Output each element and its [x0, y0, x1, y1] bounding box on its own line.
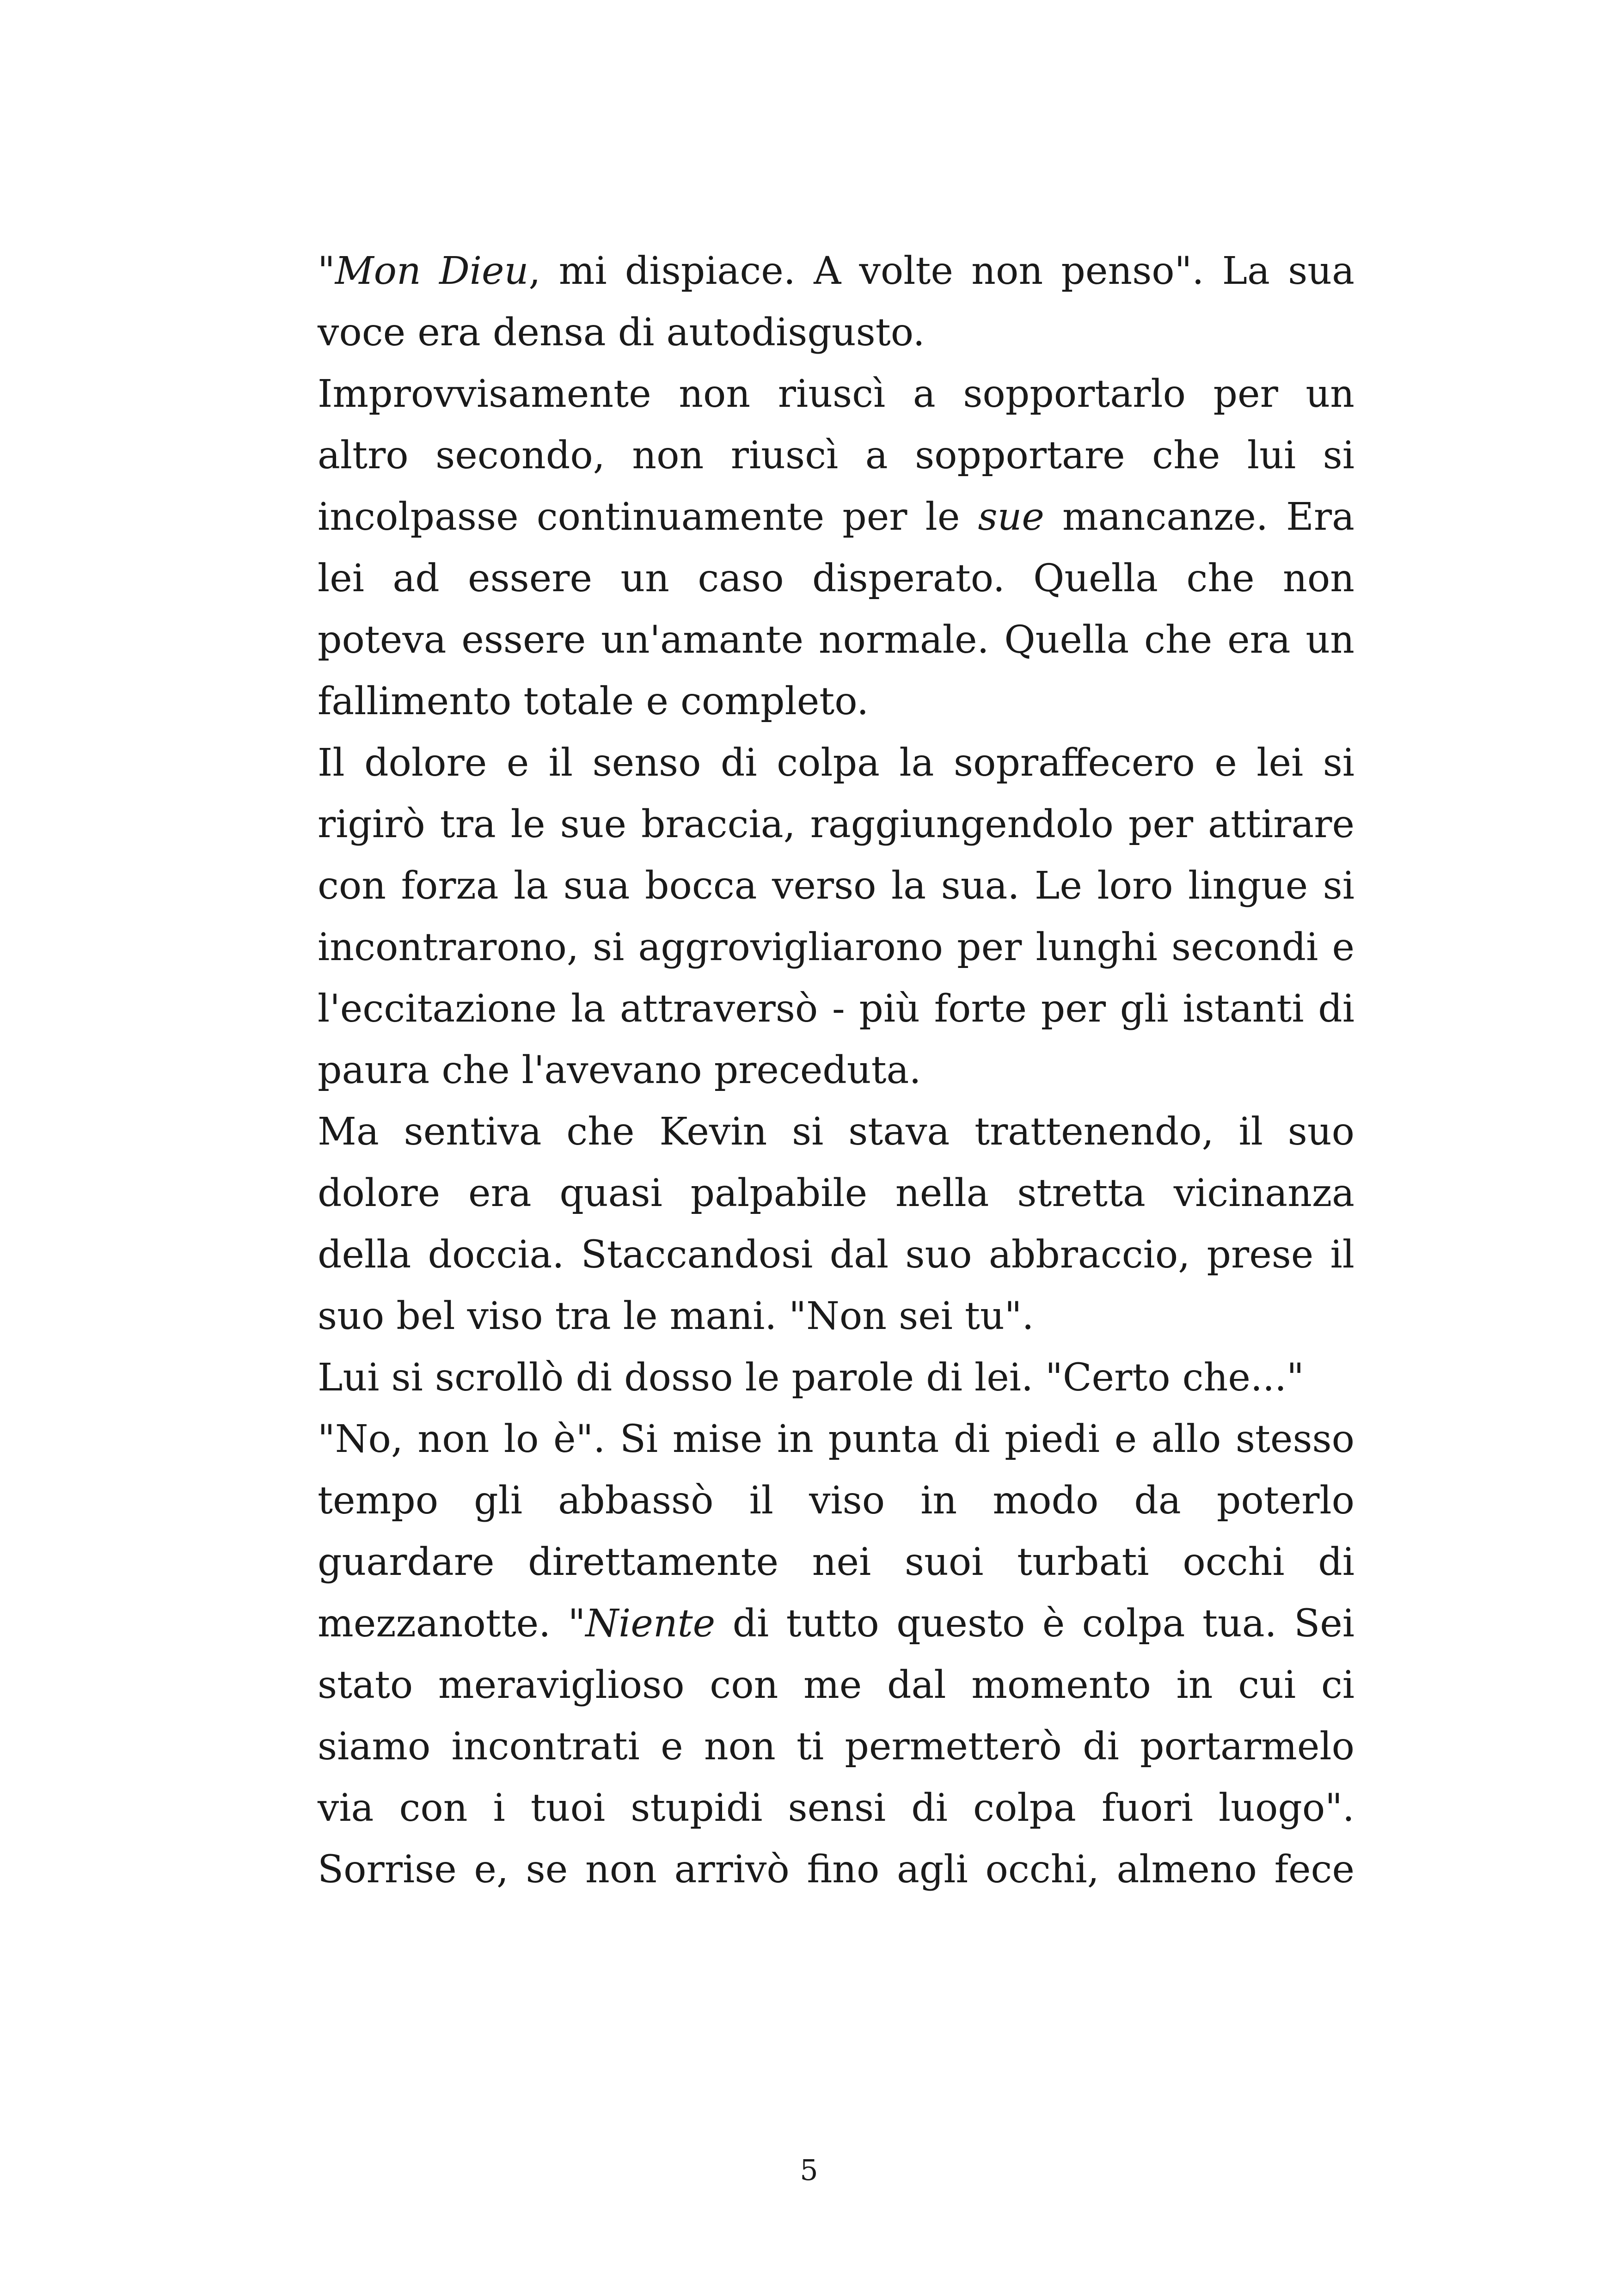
- italic-text-run: sue: [978, 495, 1044, 539]
- text-run: Il dolore e il senso di colpa la sopraffecero e lei si rigirò tra le sue braccia, raggiungendolo per attirare con forza la sua bocca verso la sua. Le loro lingue si incontrarono, si aggrovigliarono per lunghi secondi e l'eccitazione la attraversò - più forte per gli istanti di paura che l'avevano preceduta.: [318, 741, 1354, 1092]
- italic-text-run: Mon Dieu: [335, 249, 529, 293]
- text-run: Lui si scrollò di dosso le parole di lei. "Certo che...": [318, 1356, 1304, 1400]
- italic-text-run: Niente: [585, 1602, 716, 1646]
- text-run: Ma sentiva che Kevin si stava trattenendo, il suo dolore era quasi palpabile nella stretta vicinanza della doccia. Staccandosi dal suo abbraccio, prese il suo bel viso tra le mani. "Non sei tu".: [318, 1110, 1354, 1338]
- paragraph-1: [318, 240, 1354, 363]
- paragraph-2: [318, 363, 1354, 732]
- body-text: [318, 240, 1354, 1900]
- text-run: mancanze. Era lei ad essere un caso disperato. Quella che non poteva essere un'amante normale. Quella che era un fallimento totale e completo.: [318, 495, 1354, 723]
- text-run: Improvvisamente non riuscì a sopportarlo per un altro secondo, non riuscì a sopportare che lui si incolpasse continuamente per le: [318, 372, 1354, 539]
- text-run: di tutto questo è colpa tua. Sei stato meraviglioso con me dal momento in cui ci siamo incontrati e non ti permetterò di portarmelo via con i tuoi stupidi sensi di colpa fuori luogo". Sorrise e, se non arrivò fino agli occhi, almeno fece: [318, 1602, 1354, 1892]
- page-number: 5: [800, 2153, 818, 2187]
- text-run: "No, non lo è". Si mise in punta di piedi e allo stesso tempo gli abbassò il viso in modo da poterlo guardare direttamente nei suoi turbati occhi di mezzanotte. ": [318, 1417, 1354, 1646]
- paragraph-4: [318, 1101, 1354, 1347]
- paragraph-3: [318, 732, 1354, 1101]
- paragraph-6: [318, 1408, 1354, 1900]
- text-run: ": [318, 249, 335, 293]
- text-run: , mi dispiace. A volte non penso". La sua voce era densa di autodisgusto.: [318, 249, 1355, 355]
- paragraph-5: [318, 1347, 1354, 1408]
